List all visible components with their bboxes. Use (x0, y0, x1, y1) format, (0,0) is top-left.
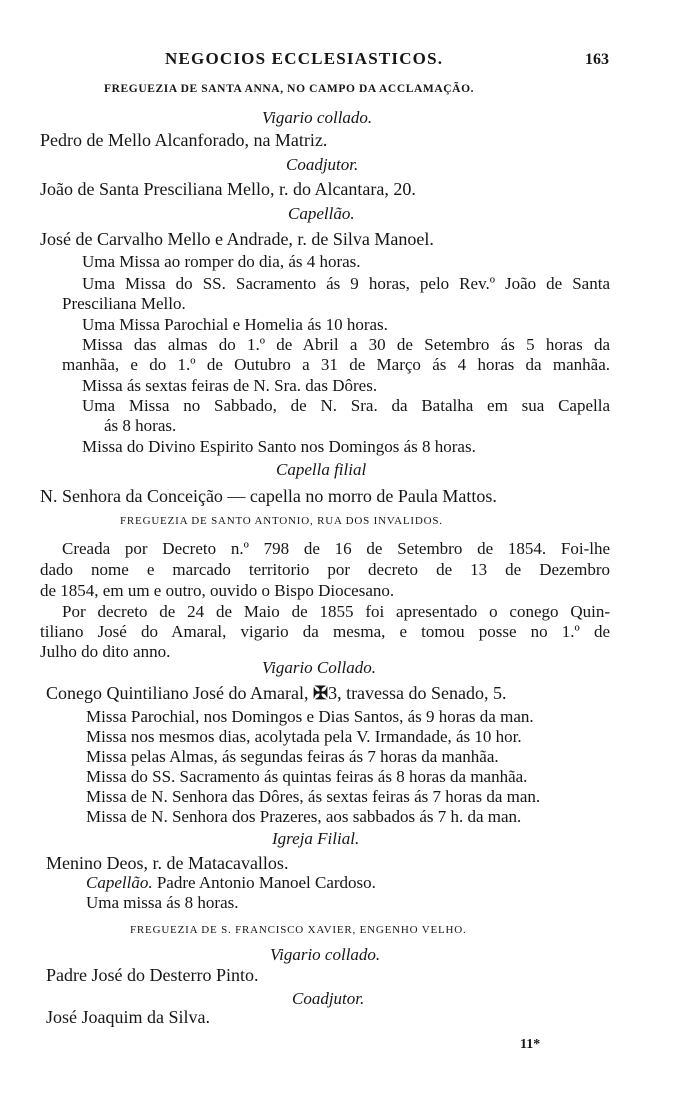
cross-icon: ✠ (312, 683, 329, 703)
filial-capellao-name: Padre Antonio Manoel Cardoso. (156, 873, 376, 892)
vigario-name: Conego Quintiliano José do Amaral, (46, 683, 309, 703)
vigario-address: 3, travessa do Senado, 5. (328, 683, 507, 703)
capella-filial-name: N. Senhora da Conceição — capella no morro de Paula Mattos. (40, 486, 497, 506)
parish-heading-santo-antonio: FREGUEZIA DE SANTO ANTONIO, RUA DOS INVALIDOS. (120, 515, 443, 527)
mass-line: Uma Missa Parochial e Homelia ás 10 horas. (82, 315, 388, 334)
mass-line: Missa nos mesmos dias, acolytada pela V. Irmandade, ás 10 hor. (86, 727, 522, 746)
vigario-line (46, 684, 507, 702)
mass-line: ás 8 horas. (104, 416, 177, 435)
history-line: Creada por Decreto n.º 798 de 16 de Setembro de 1854. Foi-lhe (62, 539, 610, 558)
history-line: de 1854, em um e outro, ouvido o Bispo Diocesano. (40, 581, 395, 600)
history-line: Por decreto de 24 de Maio de 1855 foi apresentado o conego Quin- (62, 602, 610, 621)
mass-line: Missa Parochial, nos Domingos e Dias Santos, ás 9 horas da man. (86, 707, 534, 726)
vigario-heading: Vigario collado. (262, 108, 373, 127)
vigario-collado-heading: Vigario Collado. (262, 658, 376, 677)
mass-line: Uma Missa ao romper do dia, ás 4 horas. (82, 252, 361, 271)
mass-line: manhãa, e do 1.º de Outubro a 31 de Março ás 4 horas da manhãa. (62, 355, 610, 374)
mass-line: Missa pelas Almas, ás segundas feiras ás 7 horas da manhãa. (86, 747, 499, 766)
vigario-heading: Vigario collado. (270, 945, 381, 964)
history-line: Julho do dito anno. (40, 642, 171, 661)
igreja-filial-heading: Igreja Filial. (272, 829, 360, 848)
signature-mark: 11* (520, 1037, 541, 1052)
capellao-name: José de Carvalho Mello e Andrade, r. de Silva Manoel. (40, 229, 434, 249)
parish-heading-sao-francisco-xavier: FREGUEZIA DE S. FRANCISCO XAVIER, ENGENHO VELHO. (130, 924, 467, 936)
coadjutor-heading: Coadjutor. (292, 989, 365, 1008)
igreja-filial-name: Menino Deos, r. de Matacavallos. (46, 853, 289, 873)
parish-heading-santa-anna: FREGUEZIA DE SANTA ANNA, NO CAMPO DA ACCLAMAÇÃO. (104, 83, 475, 95)
filial-capellao-line (86, 874, 376, 891)
mass-line: Missa do Divino Espirito Santo nos Domingos ás 8 horas. (82, 437, 476, 456)
mass-line: Missa de N. Senhora dos Prazeres, aos sabbados ás 7 h. da man. (86, 807, 522, 826)
mass-line: Uma Missa do SS. Sacramento ás 9 horas, pelo Rev.º João de Santa (82, 274, 610, 293)
mass-line: Presciliana Mello. (62, 294, 186, 313)
mass-line: Missa de N. Senhora das Dôres, ás sextas feiras ás 7 horas da man. (86, 787, 541, 806)
page-header-title: NEGOCIOS ECCLESIASTICOS. (165, 49, 444, 68)
coadjutor-heading: Coadjutor. (286, 155, 359, 174)
filial-mass: Uma missa ás 8 horas. (86, 893, 239, 912)
capellao-heading: Capellão. (288, 204, 355, 223)
history-line: dado nome e marcado territorio por decreto de 13 de Dezembro (40, 560, 610, 579)
page-number: 163 (585, 51, 609, 68)
vigario-name: Pedro de Mello Alcanforado, na Matriz. (40, 130, 328, 150)
coadjutor-name: João de Santa Presciliana Mello, r. do Alcantara, 20. (40, 179, 416, 199)
vigario-name: Padre José do Desterro Pinto. (46, 965, 259, 985)
filial-capellao-label: Capellão. (86, 873, 153, 892)
history-line: tiliano José do Amaral, vigario da mesma, e tomou posse no 1.º de (40, 622, 610, 641)
mass-line: Missa ás sextas feiras de N. Sra. das Dôres. (82, 376, 378, 395)
capella-filial-heading: Capella filial (276, 460, 367, 479)
mass-line: Uma Missa no Sabbado, de N. Sra. da Batalha em sua Capella (82, 396, 610, 415)
mass-line: Missa das almas do 1.º de Abril a 30 de Setembro ás 5 horas da (82, 335, 610, 354)
mass-line: Missa do SS. Sacramento ás quintas feiras ás 8 horas da manhãa. (86, 767, 528, 786)
coadjutor-name: José Joaquim da Silva. (46, 1007, 210, 1027)
